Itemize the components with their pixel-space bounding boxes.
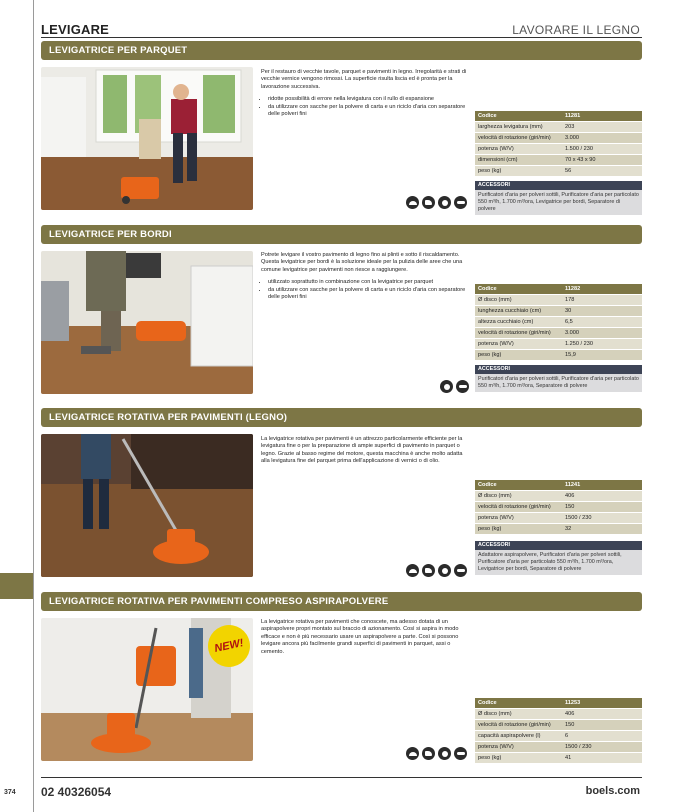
- spec-value: 6: [562, 731, 642, 742]
- spec-row: [475, 709, 642, 720]
- spec-table-parquet: [475, 111, 642, 177]
- spec-row: [475, 513, 642, 524]
- accessories-title: ACCESSORI: [475, 365, 642, 374]
- spec-label: velocità di rotazione (giri/min): [475, 502, 562, 513]
- spec-row: [475, 742, 642, 753]
- spec-label: Codice: [475, 111, 562, 122]
- feature-item: • da utilizzare con sacche per la polvere di carta e un riciclo d'aria con separatore delle polveri fini: [268, 104, 471, 119]
- spec-value: 1.250 / 230: [562, 339, 642, 350]
- accessories-edge: [475, 365, 642, 392]
- spec-value: 56: [562, 166, 642, 177]
- description-text: Per il restauro di vecchie tavole, parquet e pavimenti in legno. Irregolarità e strati di vecchie vernice vengono rimossi. La superficie risulta liscia ed è pronta per la lavorazione successiva.: [261, 69, 467, 90]
- spec-row: [475, 295, 642, 306]
- category-title: LAVORARE IL LEGNO: [512, 23, 640, 37]
- section-title-parquet: LEVIGATRICE PER PARQUET: [41, 41, 642, 60]
- feature-list: [261, 96, 471, 118]
- hearing-protection-icon: [406, 747, 419, 760]
- safety-goggles-icon: [454, 747, 467, 760]
- spec-row: [475, 328, 642, 339]
- description-parquet: [261, 69, 471, 118]
- spec-table-edge: [475, 284, 642, 361]
- spec-value: 150: [562, 720, 642, 731]
- dust-mask-icon: [440, 380, 453, 393]
- safety-boot-icon: [422, 196, 435, 209]
- safety-goggles-icon: [454, 564, 467, 577]
- spec-label: Codice: [475, 284, 562, 295]
- spec-table-rotary-vacuum: [475, 698, 642, 764]
- spec-label: peso (kg): [475, 753, 562, 764]
- spec-value: 32: [562, 524, 642, 535]
- safety-icons: [406, 196, 467, 209]
- dust-mask-icon: [438, 747, 451, 760]
- page-margin-line: [33, 0, 34, 812]
- safety-icons: [440, 380, 469, 393]
- spec-value: 1500 / 230: [562, 742, 642, 753]
- spec-value: 11282: [562, 284, 642, 295]
- spec-value: 70 x 43 x 90: [562, 155, 642, 166]
- spec-value: 3.000: [562, 133, 642, 144]
- footer-website: boels.com: [585, 785, 640, 797]
- spec-label: altezza cucchiaio (cm): [475, 317, 562, 328]
- accessories-list: Adattatore aspirapolvere, Purificatori d'aria per polveri sottili, Purificatore d'aria per particolato 550 m³/h, 1.700 m³/ora, Levigatrice per bordi, Separatore di polvere: [475, 550, 642, 575]
- description-rotary: [261, 436, 471, 471]
- spec-row: [475, 166, 642, 177]
- spec-value: 6,5: [562, 317, 642, 328]
- spec-label: larghezza levigatura (mm): [475, 122, 562, 133]
- spec-value: 41: [562, 753, 642, 764]
- spec-label: Ø disco (mm): [475, 491, 562, 502]
- spec-value: 1.500 / 230: [562, 144, 642, 155]
- spec-value: 1500 / 230: [562, 513, 642, 524]
- product-photo-rotary-sander: [41, 434, 253, 577]
- safety-goggles-icon: [454, 196, 467, 209]
- spec-value: 150: [562, 502, 642, 513]
- footer-phone: 02 40326054: [41, 785, 112, 799]
- spec-row: [475, 524, 642, 535]
- spec-row: [475, 133, 642, 144]
- spec-value: 30: [562, 306, 642, 317]
- description-rotary-vacuum: [261, 619, 471, 661]
- footer-rule: [41, 777, 642, 778]
- section-title-rotary-vacuum: LEVIGATRICE ROTATIVA PER PAVIMENTI COMPRESO ASPIRAPOLVERE: [41, 592, 642, 611]
- spec-label: potenza (W/V): [475, 144, 562, 155]
- accessories-list: Purificatori d'aria per polveri sottili, Purificatore d'aria per particolato 550 m³/h, 1.700 m³/ora, Levigatrice per bordi, Separatore di polvere: [475, 190, 642, 215]
- spec-row: [475, 155, 642, 166]
- description-text: La levigatrice rotativa per pavimenti è un attrezzo particolarmente efficiente per la levigatura fine o per la preparazione di ampie superfici di pavimento in parquet o legno. Grazie al basso regime del motore, questa macchina è anche molto adatta alla levigatura fine del parquet prima dell'applicazione di vernici o di olio.: [261, 436, 463, 465]
- chapter-tab: [0, 573, 33, 599]
- spec-label: velocità di rotazione (giri/min): [475, 328, 562, 339]
- spec-value: 11281: [562, 111, 642, 122]
- spec-label: potenza (W/V): [475, 339, 562, 350]
- new-badge: NEW!: [204, 621, 254, 671]
- spec-value: 11241: [562, 480, 642, 491]
- safety-boot-icon: [422, 564, 435, 577]
- spec-row: [475, 317, 642, 328]
- spec-row: [475, 339, 642, 350]
- spec-row: [475, 698, 642, 709]
- safety-boot-icon: [422, 747, 435, 760]
- spec-row: [475, 144, 642, 155]
- spec-row: [475, 122, 642, 133]
- spec-label: peso (kg): [475, 350, 562, 361]
- section-title-rotary: LEVIGATRICE ROTATIVA PER PAVIMENTI (LEGNO): [41, 408, 642, 427]
- page-number: 374: [4, 789, 16, 796]
- spec-row: [475, 720, 642, 731]
- accessories-parquet: [475, 181, 642, 215]
- spec-row: [475, 111, 642, 122]
- accessories-rotary: [475, 541, 642, 575]
- spec-row: [475, 480, 642, 491]
- spec-label: velocità di rotazione (giri/min): [475, 720, 562, 731]
- spec-label: Ø disco (mm): [475, 295, 562, 306]
- spec-row: [475, 491, 642, 502]
- feature-item: • da utilizzare con sacche per la polvere di carta e un riciclo d'aria con separatore delle polveri fini: [268, 287, 471, 302]
- dust-mask-icon: [438, 196, 451, 209]
- spec-row: [475, 306, 642, 317]
- spec-label: capacità aspirapolvere (l): [475, 731, 562, 742]
- spec-label: Codice: [475, 698, 562, 709]
- product-photo-parquet-sander: [41, 67, 253, 210]
- spec-value: 406: [562, 709, 642, 720]
- spec-value: 15,9: [562, 350, 642, 361]
- spec-value: 11253: [562, 698, 642, 709]
- spec-label: velocità di rotazione (giri/min): [475, 133, 562, 144]
- spec-table-rotary: [475, 480, 642, 535]
- spec-label: Codice: [475, 480, 562, 491]
- accessories-list: Purificatori d'aria per polveri sottili, Purificatore d'aria per particolato 550 m³/h, 1.700 m³/ora, Separatore di polvere: [475, 374, 642, 392]
- spec-value: 3.000: [562, 328, 642, 339]
- safety-icons: [406, 747, 467, 760]
- hearing-protection-icon: [406, 196, 419, 209]
- spec-value: 203: [562, 122, 642, 133]
- spec-label: lunghezza cucchiaio (cm): [475, 306, 562, 317]
- spec-row: [475, 284, 642, 295]
- spec-row: [475, 731, 642, 742]
- spec-label: potenza (W/V): [475, 513, 562, 524]
- feature-item: • utilizzato soprattutto in combinazione con la levigatrice per parquet: [268, 279, 471, 286]
- dust-mask-icon: [438, 564, 451, 577]
- accessories-title: ACCESSORI: [475, 541, 642, 550]
- section-title-edge: LEVIGATRICE PER BORDI: [41, 225, 642, 244]
- spec-value: 406: [562, 491, 642, 502]
- description-text: Potrete levigare il vostro pavimento di legno fino ai plinti e sotto il riscaldamento. Questa levigatrice per bordi è la soluzione ideale per la pulizia delle aree che una comune levigatrice per pavimenti non riesce a raggiungere.: [261, 252, 463, 273]
- spec-row: [475, 350, 642, 361]
- spec-row: [475, 753, 642, 764]
- spec-label: Ø disco (mm): [475, 709, 562, 720]
- accessories-title: ACCESSORI: [475, 181, 642, 190]
- spec-row: [475, 502, 642, 513]
- header-rule: [41, 37, 642, 38]
- spec-label: peso (kg): [475, 166, 562, 177]
- spec-label: peso (kg): [475, 524, 562, 535]
- description-edge: [261, 252, 471, 301]
- product-photo-edge-sander: [41, 251, 253, 394]
- spec-value: 178: [562, 295, 642, 306]
- spec-label: potenza (W/V): [475, 742, 562, 753]
- description-text: La levigatrice rotativa per pavimenti che conoscete, ma adesso dotata di un aspirapolvere propri montato sul braccio di azionamento. Così si aspira in modo efficace e non è più necessario usare un aspirapolvere a parte. Così si possono levigare ancora più facilmente grandi superfici di pavimenti in parquet, assi o cemento.: [261, 619, 459, 655]
- safety-goggles-icon: [456, 380, 469, 393]
- feature-list: [261, 279, 471, 301]
- hearing-protection-icon: [406, 564, 419, 577]
- page-title: LEVIGARE: [41, 22, 110, 37]
- spec-label: dimensioni (cm): [475, 155, 562, 166]
- safety-icons: [406, 564, 467, 577]
- feature-item: • ridotte possibilità di errore nella levigatura con il rullo di espansione: [268, 96, 471, 103]
